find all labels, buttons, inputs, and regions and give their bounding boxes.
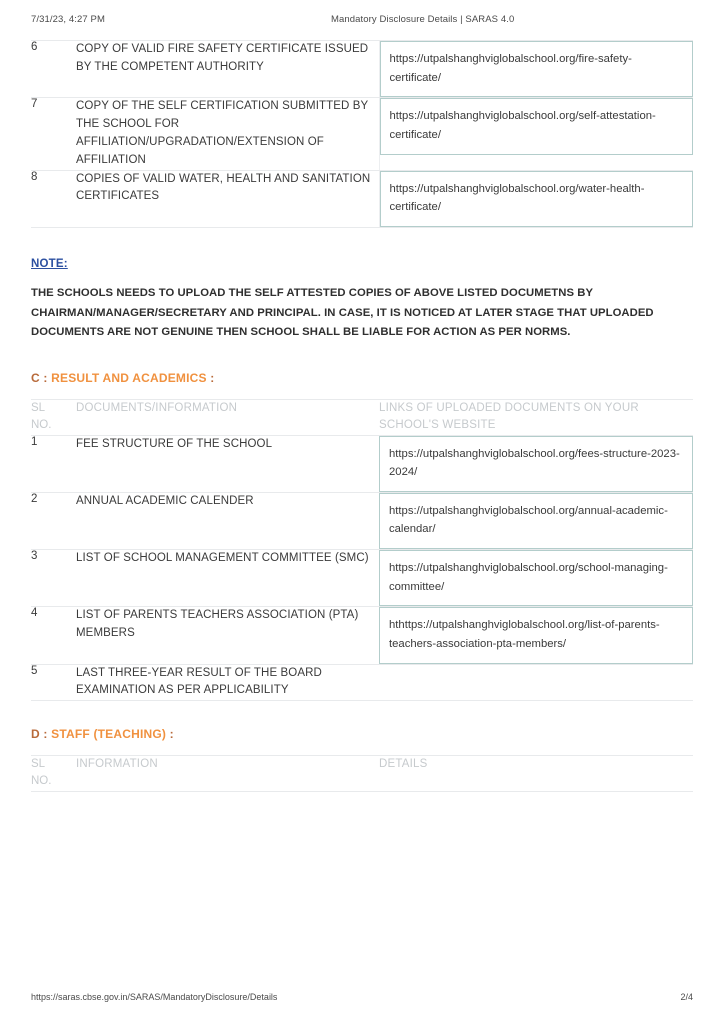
note-body: THE SCHOOLS NEEDS TO UPLOAD THE SELF ATTESTED COPIES OF ABOVE LISTED DOCUMETNS BY CHAIRMAN/MANAGER/SECRETARY AND PRINCIPAL. IN CASE, IT IS NOTICED AT LATER STAGE THAT UPLOADED DOCUMENTS ARE NOT GENUINE THEN SCHOOL SHALL BE LIABLE FOR ACTION AS PER NORMS.	[31, 286, 654, 339]
row-link-cell	[379, 98, 693, 170]
header-links-line1: LINKS OF UPLOADED DOCUMENTS ON YOUR	[379, 402, 639, 415]
header-sl-line2: NO.	[31, 775, 52, 788]
table-row	[31, 664, 693, 701]
row-serial: 4	[31, 607, 76, 664]
header-sl-line1: SL	[31, 758, 46, 771]
row-serial: 2	[31, 492, 76, 549]
print-header-datetime: 7/31/23, 4:27 PM	[31, 14, 105, 25]
section-d-table	[31, 755, 693, 792]
row-link-cell	[379, 607, 693, 664]
header-sl-no	[31, 756, 76, 792]
table-row	[31, 170, 693, 227]
row-link-cell	[379, 435, 693, 492]
note-title: NOTE:	[31, 257, 68, 270]
header-sl-no	[31, 400, 76, 436]
document-link[interactable]: https://utpalshanghviglobalschool.org/fire-safety-certificate/	[380, 41, 694, 97]
row-serial: 8	[31, 170, 76, 227]
print-footer	[0, 992, 724, 1006]
row-document: FEE STRUCTURE OF THE SCHOOL	[76, 435, 379, 492]
row-link-cell	[379, 664, 693, 701]
row-link-cell	[379, 170, 693, 227]
section-d-suffix: :	[166, 727, 174, 742]
table-row	[31, 98, 693, 170]
print-header	[0, 14, 724, 30]
table-row	[31, 550, 693, 607]
table-header-row	[31, 400, 693, 436]
header-documents: DOCUMENTS/INFORMATION	[76, 400, 379, 436]
document-link[interactable]: https://utpalshanghviglobalschool.org/school-managing-committee/	[379, 550, 693, 606]
section-c-table	[31, 399, 693, 701]
row-document: ANNUAL ACADEMIC CALENDER	[76, 492, 379, 549]
table-row	[31, 435, 693, 492]
section-c-prefix: C :	[31, 371, 52, 386]
row-document: LAST THREE-YEAR RESULT OF THE BOARD EXAMINATION AS PER APPLICABILITY	[76, 664, 379, 701]
row-serial: 6	[31, 41, 76, 98]
row-link-cell	[379, 550, 693, 607]
print-footer-url: https://saras.cbse.gov.in/SARAS/MandatoryDisclosure/Details	[31, 992, 278, 1002]
documents-table	[31, 40, 693, 228]
row-link-cell	[379, 41, 693, 98]
row-link-cell	[379, 492, 693, 549]
section-d-heading	[31, 727, 693, 741]
row-document: COPY OF VALID FIRE SAFETY CERTIFICATE ISSUED BY THE COMPETENT AUTHORITY	[76, 41, 379, 98]
document-link[interactable]: hthttps://utpalshanghviglobalschool.org/list-of-parents-teachers-association-pta-members/	[379, 607, 693, 663]
section-c-suffix: :	[206, 371, 215, 386]
header-details: DETAILS	[379, 756, 693, 792]
note-block	[31, 258, 693, 343]
row-document: COPY OF THE SELF CERTIFICATION SUBMITTED BY THE SCHOOL FOR AFFILIATION/UPGRADATION/EXTENSION OF AFFILIATION	[76, 98, 379, 170]
section-d-accent: STAFF (TEACHING)	[51, 727, 167, 742]
table-row	[31, 41, 693, 98]
print-header-title: Mandatory Disclosure Details | SARAS 4.0	[331, 14, 515, 25]
section-d-prefix: D :	[31, 727, 52, 742]
header-sl-line1: SL	[31, 402, 46, 415]
table-row	[31, 607, 693, 664]
table-row	[31, 492, 693, 549]
row-document: LIST OF PARENTS TEACHERS ASSOCIATION (PTA) MEMBERS	[76, 607, 379, 664]
document-link[interactable]: https://utpalshanghviglobalschool.org/annual-academic-calendar/	[379, 493, 693, 549]
document-link[interactable]: https://utpalshanghviglobalschool.org/self-attestation-certificate/	[380, 98, 694, 154]
row-serial: 3	[31, 550, 76, 607]
row-serial: 7	[31, 98, 76, 170]
row-serial: 1	[31, 435, 76, 492]
header-links	[379, 400, 693, 436]
table-header-row	[31, 756, 693, 792]
header-sl-line2: NO.	[31, 419, 52, 432]
print-footer-page: 2/4	[680, 992, 693, 1002]
document-link[interactable]: https://utpalshanghviglobalschool.org/fees-structure-2023-2024/	[379, 436, 693, 492]
document-content	[31, 40, 693, 792]
header-information: INFORMATION	[76, 756, 379, 792]
header-links-line2: SCHOOL'S WEBSITE	[379, 419, 496, 432]
section-c-heading	[31, 371, 693, 385]
row-document: COPIES OF VALID WATER, HEALTH AND SANITATION CERTIFICATES	[76, 170, 379, 227]
document-link[interactable]: https://utpalshanghviglobalschool.org/water-health-certificate/	[380, 171, 694, 227]
row-serial: 5	[31, 664, 76, 701]
section-c-accent: RESULT AND ACADEMICS	[51, 371, 207, 386]
row-document: LIST OF SCHOOL MANAGEMENT COMMITTEE (SMC)	[76, 550, 379, 607]
